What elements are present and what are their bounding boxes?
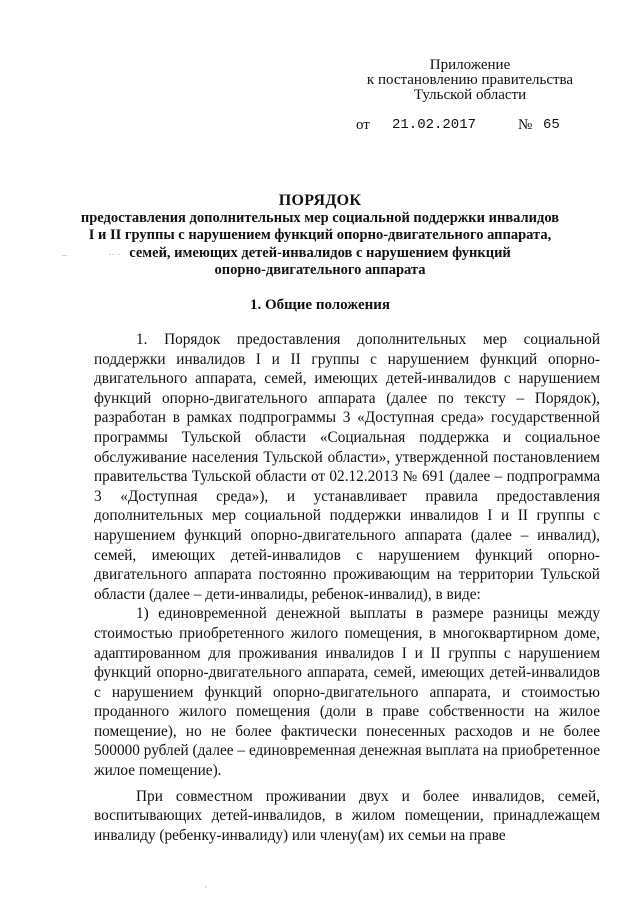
title-line-3: семей, имеющих детей-инвалидов с нарушением функций (129, 244, 511, 261)
document-reference (356, 117, 586, 133)
scan-mark: ‒ (62, 250, 67, 261)
appendix-line-1: Приложение (429, 57, 511, 73)
paragraph-1: 1. Порядок предоставления дополнительных мер социальной поддержки инвалидов I и II группы с нарушением функций опорно-двигательного аппарата, семей, имеющих детей-инвалидов с нарушением функций опорно-двигательного аппарата (далее по тексту – Порядок), разработан в рамках подпрограммы 3 «Доступная среда» государственной программы Тульской области «Социальная поддержка и социальное обслуживание населения Тульской области», утвержденной постановлением правительства Тульской области от 02.12.2013 № 691 (далее – подпрограмма 3 «Доступная среда»), и устанавливает правила предоставления дополнительных мер социальной поддержки инвалидов I и II группы с нарушением функций опорно-двигательного аппарата (далее – инвалид), семей, имеющих детей-инвалидов с нарушением функций опорно-двигательного аппарата постоянно проживающим на территории Тульской области (далее – дети-инвалиды, ребенок-инвалид), в виде: (94, 331, 600, 603)
appendix-line-2: к постановлению правительства (366, 72, 574, 88)
scan-mark: ' (205, 885, 207, 896)
paragraph-2: 1) единовременной денежной выплаты в размере разницы между стоимостью приобретенного жилого помещения, в многоквартирном доме, адаптированном для проживания инвалидов I и II группы с нарушением функций опорно-двигательного аппарата, семей, имеющих детей-инвалидов с нарушением функций опорно-двигательного аппарата, и стоимостью проданного жилого помещения (доли в праве собственности на жилое помещение), но не более фактически понесенных расходов и не более 500000 рублей (далее – единовременная денежная выплата на приобретенное жилое помещение). (94, 605, 600, 780)
title-line-1: предоставления дополнительных мер социальной поддержки инвалидов (80, 209, 560, 226)
section-heading: 1. Общие положения (249, 297, 391, 313)
appendix-header (355, 58, 585, 103)
number-sign: № (518, 117, 533, 133)
title-line-4: опорно-двигательного аппарата (214, 262, 426, 278)
paragraph-3: При совместном проживании двух и более инвалидов, семей, воспитывающих детей-инвалидов, в жилом помещении, принадлежащем инвалиду (ребенку-инвалиду) или члену(ам) их семьи на праве (94, 787, 600, 844)
document-number: 65 (543, 117, 560, 133)
title-main: ПОРЯДОК (278, 192, 362, 209)
document-date: 21.02.2017 (392, 117, 477, 133)
section-body (94, 330, 600, 845)
appendix-line-3: Тульской области (413, 87, 527, 103)
scan-mark: ·· · (108, 250, 121, 261)
date-prefix: от (356, 117, 370, 133)
title-line-2: I и II группы с нарушением функций опорно-двигательного аппарата, (88, 227, 552, 243)
document-title (60, 192, 580, 280)
